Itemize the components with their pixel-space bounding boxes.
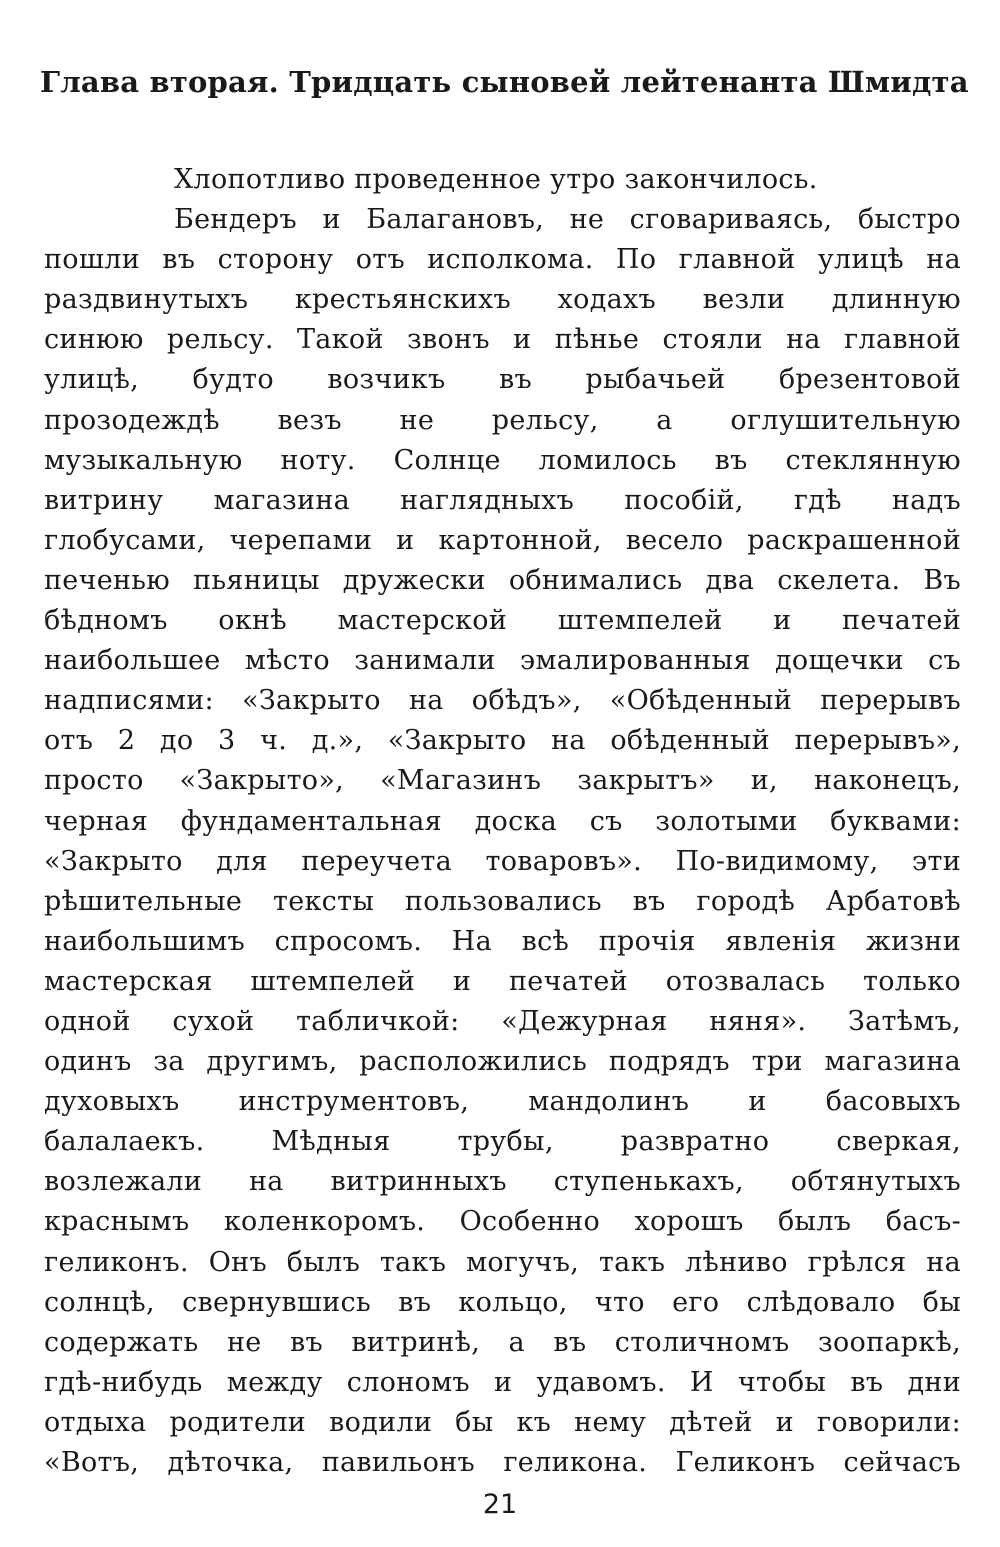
text-line: Бендеръ и Балагановъ, не сговариваясь, быстро [174,204,961,236]
text-line: пошли въ сторону отъ исполкома. По главной улицѣ на [44,244,961,276]
text-line: прозодеждѣ везъ не рельсу, а оглушительную [44,404,961,436]
text-line: гдѣ-нибудь между слономъ и удавомъ. И чтобы въ дни [44,1366,961,1398]
text-line: рѣшительные тексты пользовались въ городѣ Арбатовѣ [44,885,961,917]
text-line: музыкальную ноту. Солнце ломилось въ стеклянную [44,444,961,476]
text-line: надписями: «Закрыто на обѣдъ», «Обѣденный перерывъ [44,685,961,717]
text-line: раздвинутыхъ крестьянскихъ ходахъ везли длинную [44,284,961,316]
text-line: наибольшимъ спросомъ. На всѣ прочія явленія жизни [44,925,961,957]
text-line: отдыха родители водили бы къ нему дѣтей и говорили: [44,1406,961,1438]
body-text [44,160,961,1483]
text-line: наибольшее мѣсто занимали эмалированныя дощечки съ [44,645,961,677]
text-line: печенью пьяницы дружески обнимались два скелета. Въ [44,564,961,596]
text-line: возлежали на витринныхъ ступенькахъ, обтянутыхъ [44,1166,961,1198]
text-line: солнцѣ, свернувшись въ кольцо, что его слѣдовало бы [44,1286,961,1318]
text-line: витрину магазина наглядныхъ пособій, гдѣ надъ [44,484,961,516]
text-line: синюю рельсу. Такой звонъ и пѣнье стояли на главной [44,324,961,356]
page-number: 21 [482,1489,518,1520]
text-line: бѣдномъ окнѣ мастерской штемпелей и печатей [44,605,961,637]
text-line: краснымъ коленкоромъ. Особенно хорошъ былъ басъ- [44,1206,961,1238]
text-line: «Закрыто для переучета товаровъ». По-видимому, эти [44,845,961,877]
text-line: черная фундаментальная доска съ золотыми буквами: [44,805,961,837]
text-line: духовыхъ инструментовъ, мандолинъ и басовыхъ [44,1086,961,1118]
text-line: улицѣ, будто возчикъ въ рыбачьей брезентовой [44,364,961,396]
text-line: одной сухой табличкой: «Дежурная няня». Затѣмъ, [44,1005,961,1037]
text-line: балалаекъ. Мѣдныя трубы, развратно сверкая, [44,1126,961,1158]
text-line: одинъ за другимъ, расположились подрядъ три магазина [44,1046,961,1078]
text-line: отъ 2 до 3 ч. д.», «Закрыто на обѣденный перерывъ», [44,725,961,757]
text-line: мастерская штемпелей и печатей отозвалась только [44,965,961,997]
chapter-title: Глава вторая. Тридцать сыновей лейтенанта Шмидта [40,65,969,99]
text-line: Хлопотливо проведенное утро закончилось. [174,164,818,195]
text-line: просто «Закрыто», «Магазинъ закрытъ» и, наконецъ, [44,765,961,797]
text-line: «Вотъ, дѣточка, павильонъ геликона. Геликонъ сейчасъ [44,1447,961,1478]
text-line: геликонъ. Онъ былъ такъ могучъ, такъ лѣниво грѣлся на [44,1246,961,1278]
text-line: содержать не въ витринѣ, а въ столичномъ зоопаркѣ, [44,1326,961,1358]
text-line: глобусами, черепами и картонной, весело раскрашенной [44,524,961,556]
